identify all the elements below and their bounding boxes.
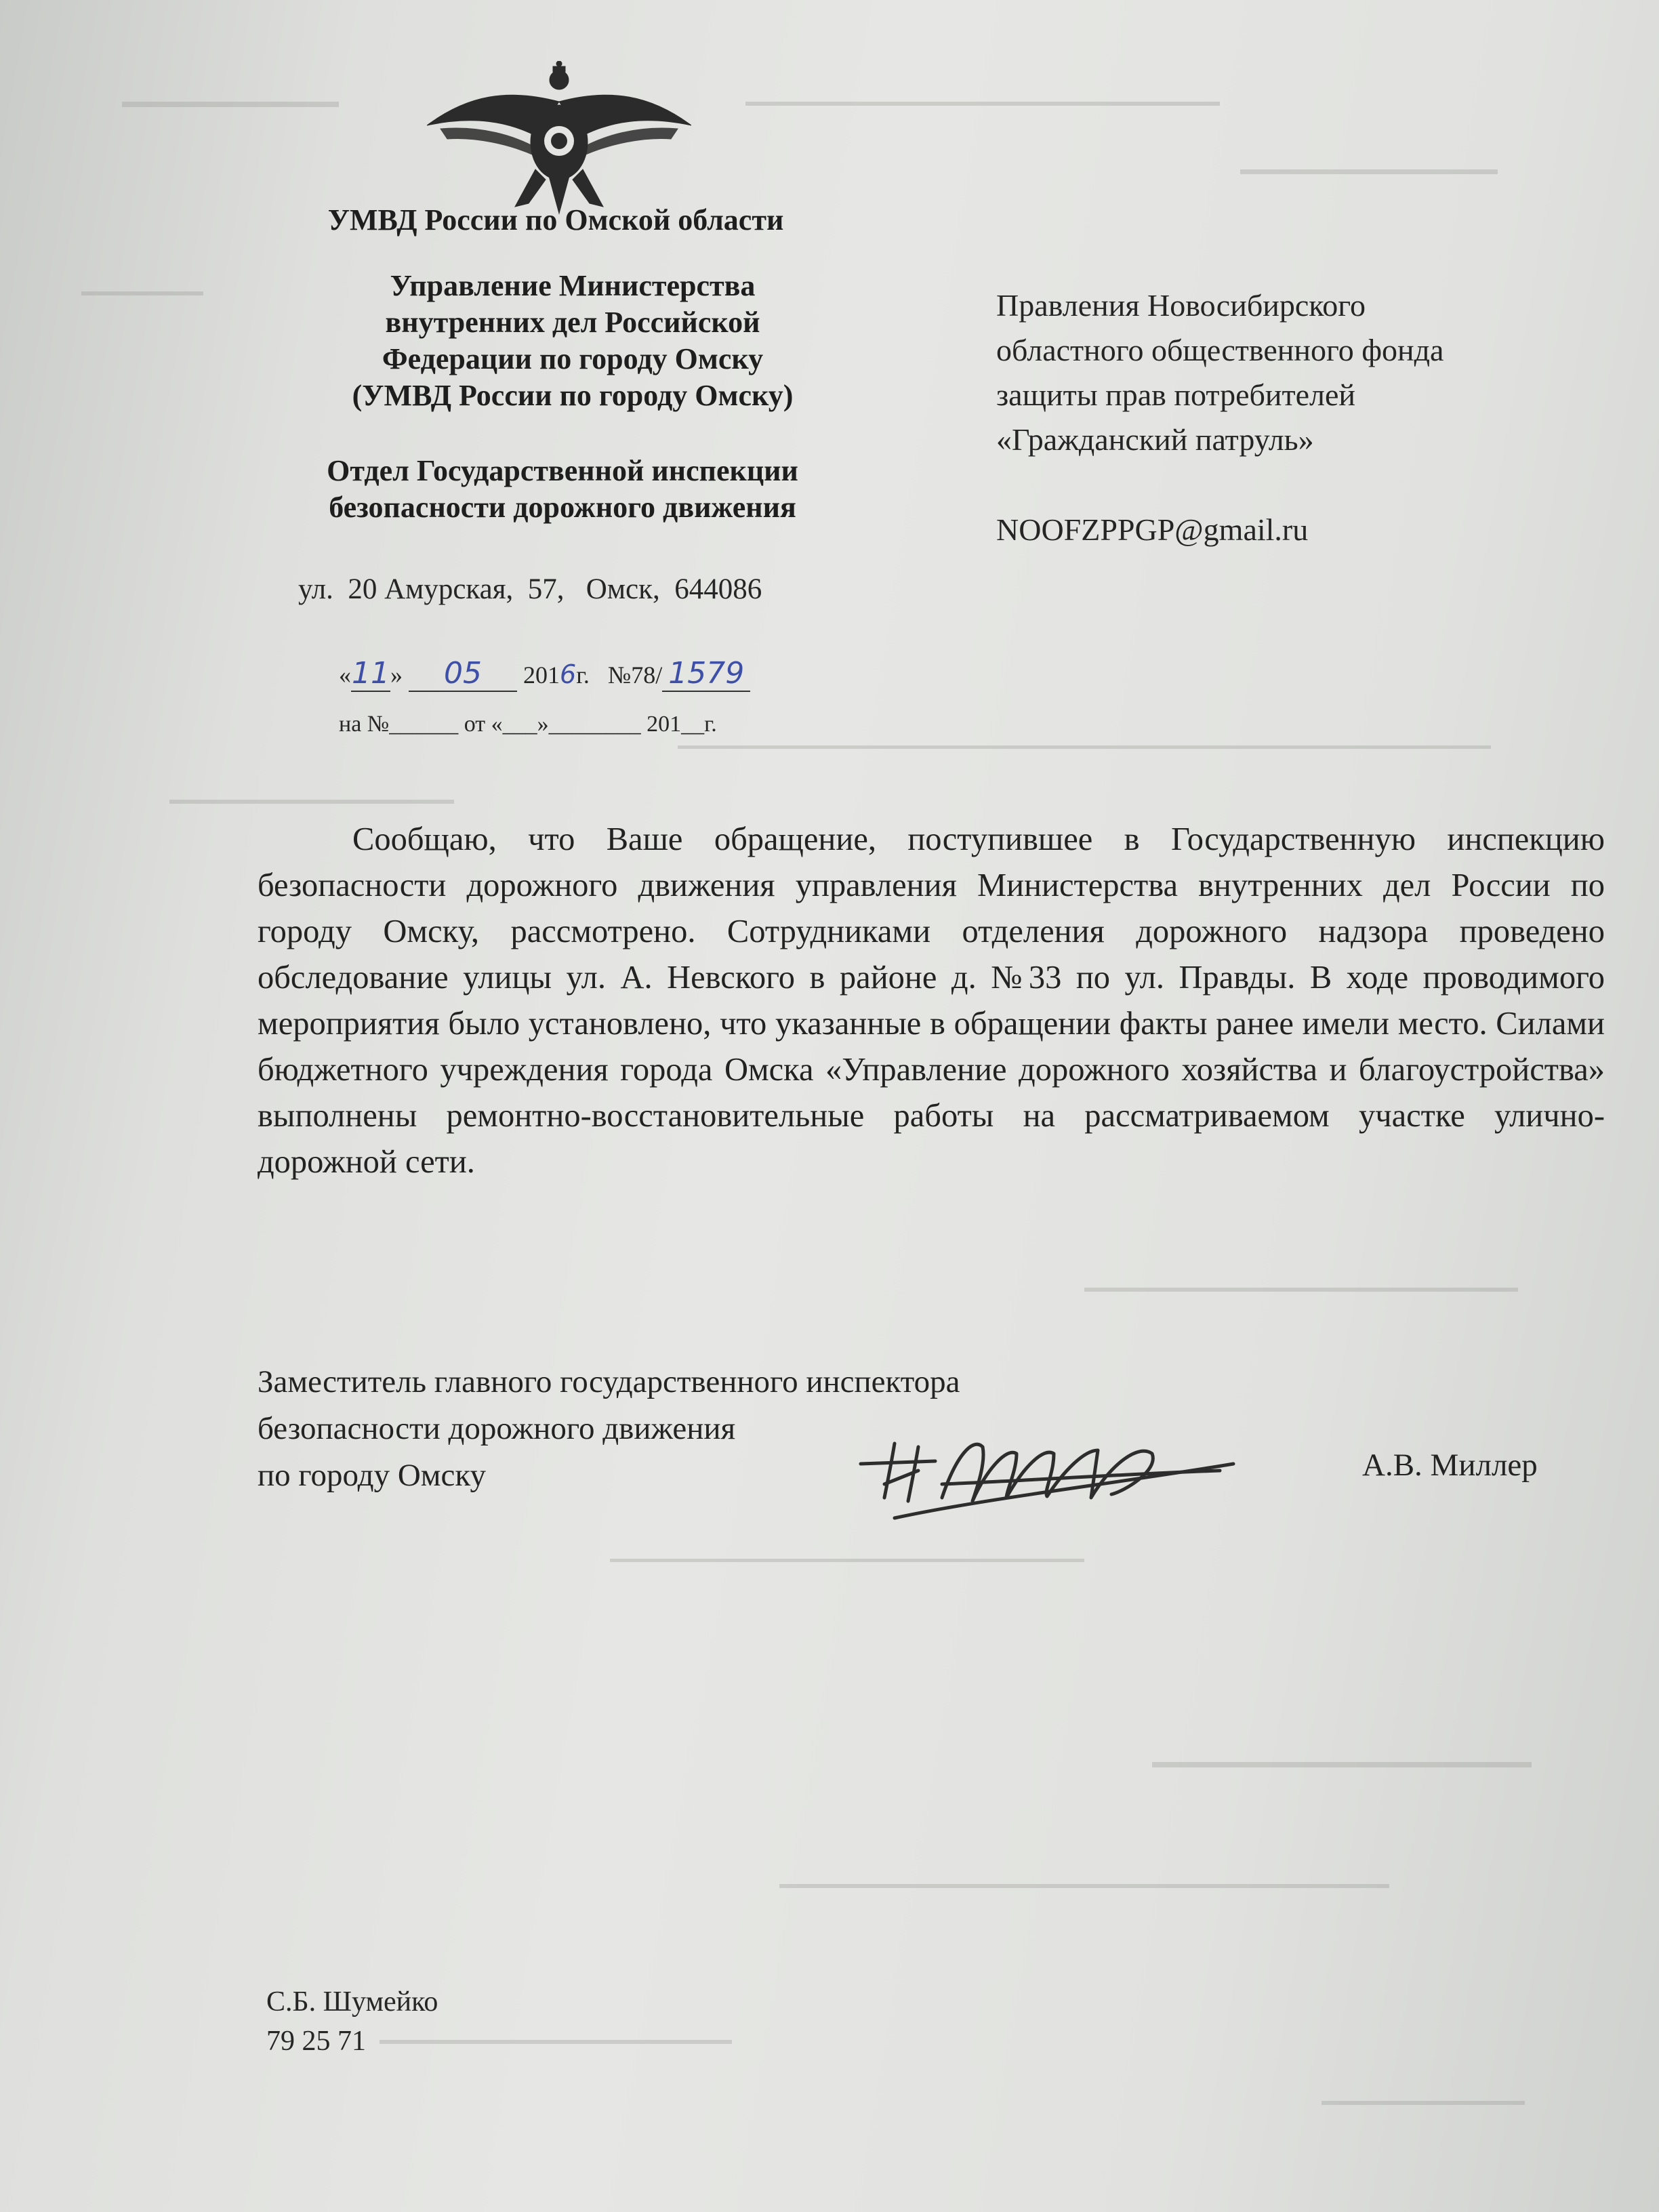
signatory-title-line: Заместитель главного государственного инспектора bbox=[258, 1364, 960, 1399]
letter-body bbox=[258, 817, 1605, 1185]
recipient-email: NOOFZPPGP@gmail.ru bbox=[996, 512, 1309, 547]
org-line: Управление Министерства bbox=[390, 269, 756, 302]
sender-address: ул. 20 Амурская, 57, Омск, 644086 bbox=[298, 573, 762, 605]
handwritten-signature bbox=[854, 1416, 1261, 1538]
executor-phone: 79 25 71 bbox=[266, 2026, 366, 2057]
quote-open: « bbox=[339, 661, 351, 689]
signatory-title-line: безопасности дорожного движения bbox=[258, 1411, 736, 1446]
body-paragraph: Сообщаю, что Ваше обращение, поступившее в Государственную инспекцию безопасности дорожного движения управления Министерства внутренних дел России по городу Омску, рассмотрено. Сотрудниками отделения дорожного надзора проведено обследование улицы ул. А. Невского в районе д. №33 по ул. Правды. В ходе проводимого мероприятия было установлено, что указанные в обращении факты ранее имели место. Силами бюджетного учреждения города Омска «Управление дорожного хозяйства и благоустройства» выполнены ремонтно-восстановительные работы на рассматриваемом участке улично-дорожной сети. bbox=[258, 821, 1605, 1180]
eagle-emblem-icon bbox=[427, 61, 691, 217]
regional-office-title: УМВД России по Омской области bbox=[327, 203, 784, 237]
recipient-line: защиты прав потребителей bbox=[996, 377, 1356, 412]
date-day: 11 bbox=[352, 656, 390, 691]
org-line: (УМВД России по городу Омску) bbox=[352, 379, 794, 412]
year-prefix: 201 bbox=[523, 661, 560, 689]
recipient-line: Правления Новосибирского bbox=[996, 288, 1366, 323]
number-prefix: №78/ bbox=[607, 661, 663, 689]
division-name bbox=[285, 453, 840, 526]
org-line: внутренних дел Российской bbox=[385, 306, 760, 339]
division-line: безопасности дорожного движения bbox=[329, 491, 796, 524]
recipient-line: областного общественного фонда bbox=[996, 333, 1444, 367]
quote-close: » bbox=[390, 661, 403, 689]
executor-block bbox=[266, 1982, 438, 2061]
recipient-line: «Гражданский патруль» bbox=[996, 422, 1314, 457]
outgoing-date-number bbox=[339, 656, 750, 692]
executor-name: С.Б. Шумейко bbox=[266, 1986, 438, 2018]
reference-line: на №______ от «___»________ 201__г. bbox=[339, 712, 717, 737]
signatory-title-line: по городу Омску bbox=[258, 1458, 487, 1493]
date-month: 05 bbox=[409, 656, 517, 692]
year-suffix: г. bbox=[576, 661, 590, 689]
outgoing-number: 1579 bbox=[662, 656, 750, 692]
recipient-block bbox=[996, 283, 1443, 462]
organization-name bbox=[312, 268, 834, 414]
signatory-name: А.В. Миллер bbox=[1362, 1448, 1538, 1483]
division-line: Отдел Государственной инспекции bbox=[327, 454, 798, 487]
year-digit: 6 bbox=[560, 659, 577, 689]
org-line: Федерации по городу Омску bbox=[382, 342, 764, 375]
